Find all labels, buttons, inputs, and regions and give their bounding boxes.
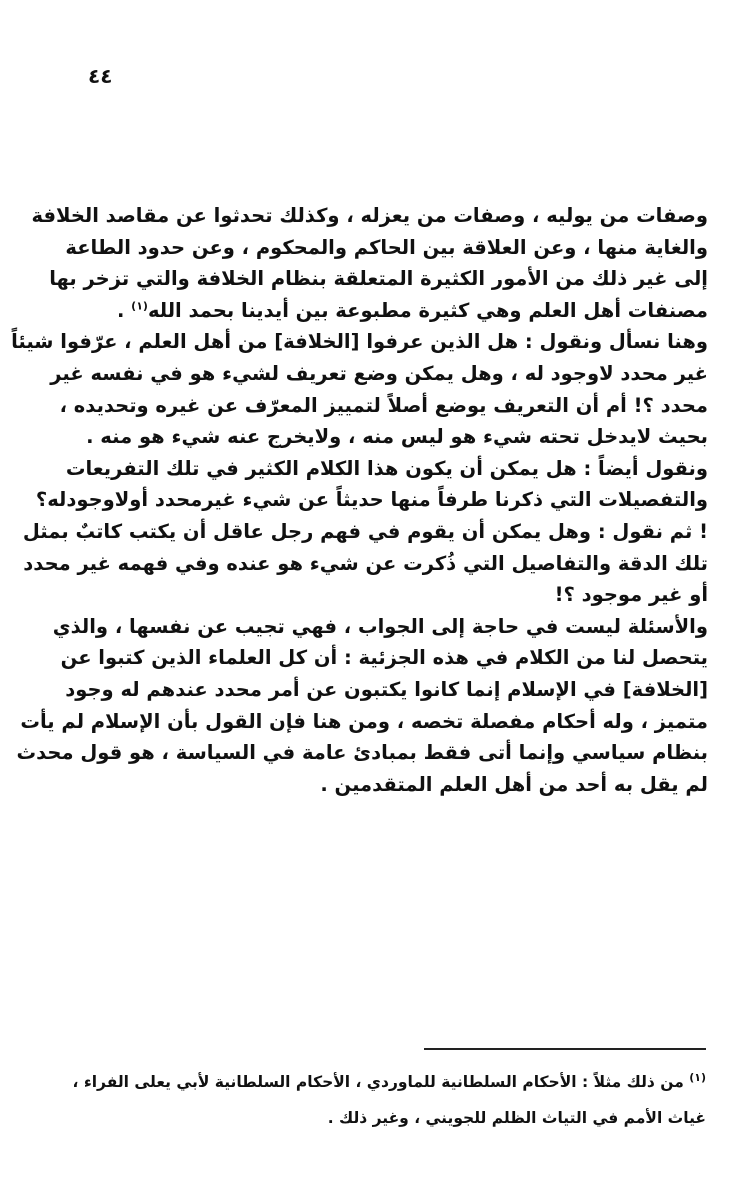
text-line: ونقول أيضاً : هل يمكن أن يكون هذا الكلام الكثير في تلك التفريعات bbox=[65, 456, 708, 480]
body-text bbox=[11, 200, 708, 800]
text-line: والأسئلة ليست في حاجة إلى الجواب ، فهي تجيب عن نفسها ، والذي bbox=[52, 614, 708, 638]
text-line: ! ثم نقول : وهل يمكن أن يقوم في فهم رجل عاقل أن يكتب كاتبٌ بمثل bbox=[22, 519, 708, 543]
text-line: تلك الدقة والتفاصيل التي ذُكرت عن شيء هو عنده وفي فهمه غير محدد bbox=[23, 551, 708, 575]
text-line: غير محدد لاوجود له ، وهل يمكن وضع تعريف لشيء هو في نفسه غير bbox=[50, 361, 708, 385]
text-line: يتحصل لنا من الكلام في هذه الجزئية : أن كل العلماء الذين كتبوا عن bbox=[60, 646, 708, 670]
text-line: أو غير موجود ؟! bbox=[554, 583, 708, 607]
text-line: متميز ، وله أحكام مفصلة تخصه ، ومن هنا فإن القول بأن الإسلام لم يأت bbox=[20, 709, 708, 733]
footnote-reference: (١) bbox=[131, 299, 148, 313]
text-line: محدد ؟! أم أن التعريف يوضع أصلاً لتمييز المعرّف عن غيره وتحديده ، bbox=[59, 393, 708, 417]
footnote-line bbox=[72, 1064, 706, 1100]
text-line: لم يقل به أحد من أهل العلم المتقدمين . bbox=[320, 772, 708, 796]
text-line: وهنا نسأل ونقول : هل الذين عرفوا [الخلافة] من أهل العلم ، عرّفوا شيئاً bbox=[11, 330, 708, 354]
text-line-content: مصنفات أهل العلم وهي كثيرة مطبوعة بين أيدينا بحمد الله bbox=[147, 298, 708, 322]
text-line: إلى غير ذلك من الأمور الكثيرة المتعلقة بنظام الخلافة والتي تزخر بها bbox=[49, 267, 708, 291]
footnote-line: غياث الأمم في التياث الظلم للجويني ، وغير ذلك . bbox=[327, 1109, 706, 1127]
text-line: مصنفات أهل العلم وهي كثيرة مطبوعة بين أيدينا بحمد الله$^{(١)}$ . bbox=[116, 298, 708, 322]
page-number: ٤٤ bbox=[88, 64, 113, 88]
footnote-separator bbox=[424, 1048, 706, 1050]
text-line: بحيث لايدخل تحته شيء هو ليس منه ، ولايخرج عنه شيء هو منه . bbox=[86, 425, 708, 449]
text-line: [الخلافة] في الإسلام إنما كانوا يكتبون عن أمر محدد عندهم له وجود bbox=[65, 677, 708, 701]
text-line: والغاية منها ، وعن العلاقة بين الحاكم والمحكوم ، وعن حدود الطاعة bbox=[65, 235, 708, 259]
text-line: وصفات من يوليه ، وصفات من يعزله ، وكذلك تحدثوا عن مقاصد الخلافة bbox=[31, 204, 708, 227]
footnote bbox=[72, 1064, 706, 1136]
footnote-marker: (١) bbox=[689, 1070, 706, 1084]
text-line: بنظام سياسي وإنما أتى فقط بمبادئ عامة في السياسة ، هو قول محدث bbox=[16, 741, 708, 765]
footnote-line-content: من ذلك مثلاً : الأحكام السلطانية للماوردي ، الأحكام السلطانية لأبي يعلى الفراء ، bbox=[72, 1073, 684, 1091]
text-line: والتفصيلات التي ذكرنا طرفاً منها حديثاً عن شيء غيرمحدد أولاوجودله؟ bbox=[35, 488, 708, 512]
